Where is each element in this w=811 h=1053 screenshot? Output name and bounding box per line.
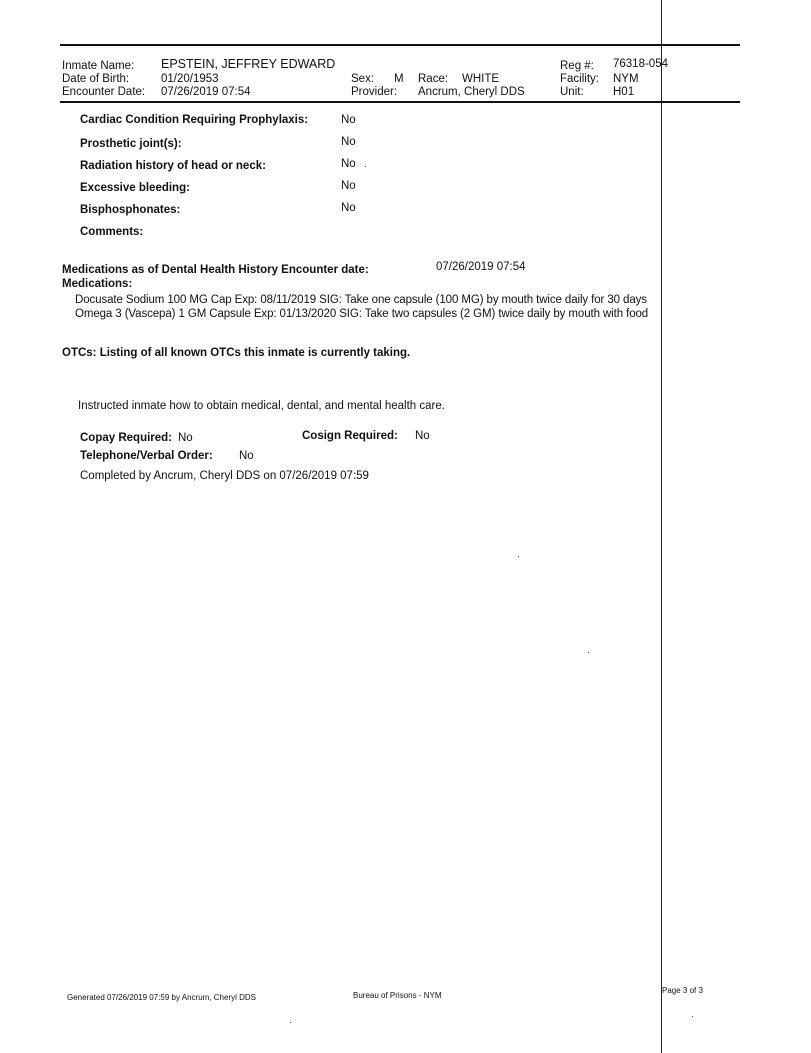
condition-value-bleeding: No [341, 180, 356, 192]
header-top-rule [60, 44, 740, 46]
encounter-date-value: 07/26/2019 07:54 [161, 86, 251, 98]
condition-value-cardiac: No [341, 114, 356, 126]
cosign-label: Cosign Required: [302, 430, 398, 442]
medications-heading-date: 07/26/2019 07:54 [436, 261, 526, 273]
condition-value-radiation: No [341, 158, 356, 170]
telephone-order-label: Telephone/Verbal Order: [80, 450, 213, 462]
condition-label-comments: Comments: [80, 226, 144, 238]
scan-line [661, 0, 662, 1053]
scan-speck [365, 166, 366, 167]
condition-label-bleeding: Excessive bleeding: [80, 182, 190, 194]
footer-page-number: Page 3 of 3 [662, 986, 703, 995]
instructions-text: Instructed inmate how to obtain medical, dental, and mental health care. [78, 400, 445, 412]
sex-value: M [394, 73, 404, 85]
inmate-name: EPSTEIN, JEFFREY EDWARD [161, 57, 336, 71]
condition-label-prosthetic: Prosthetic joint(s): [80, 138, 182, 150]
medication-item: Docusate Sodium 100 MG Cap Exp: 08/11/2019 SIG: Take one capsule (100 MG) by mouth twice daily for 30 days [75, 294, 647, 306]
inmate-name-label: Inmate Name: [62, 60, 135, 72]
medications-subheading: Medications: [62, 278, 133, 290]
copay-value: No [178, 432, 193, 444]
medications-heading: Medications as of Dental Health History Encounter date: [62, 264, 369, 276]
sex-label: Sex: [351, 73, 375, 85]
condition-label-radiation: Radiation history of head or neck: [80, 160, 266, 172]
encounter-date-label: Encounter Date: [62, 86, 146, 98]
reg-label: Reg #: [560, 60, 594, 72]
unit-value: H01 [613, 86, 635, 98]
provider-label: Provider: [351, 86, 398, 98]
dob-value: 01/20/1953 [161, 73, 219, 85]
race-label: Race: [418, 73, 449, 85]
scan-speck [290, 1022, 291, 1023]
scan-speck [692, 1016, 693, 1017]
condition-label-cardiac: Cardiac Condition Requiring Prophylaxis: [80, 114, 309, 126]
dob-label: Date of Birth: [62, 73, 130, 85]
header-bottom-rule [60, 101, 740, 103]
unit-label: Unit: [560, 86, 584, 98]
scan-speck [518, 556, 519, 557]
reg-value: 76318-054 [613, 58, 668, 70]
condition-value-bisphosphonates: No [341, 202, 356, 214]
race-value: WHITE [462, 73, 500, 85]
completed-by: Completed by Ancrum, Cheryl DDS on 07/26/2019 07:59 [80, 470, 369, 482]
facility-value: NYM [613, 73, 639, 85]
provider-value: Ancrum, Cheryl DDS [418, 86, 525, 98]
facility-label: Facility: [560, 73, 599, 85]
condition-label-bisphosphonates: Bisphosphonates: [80, 204, 181, 216]
cosign-value: No [415, 430, 430, 442]
scan-speck [588, 652, 589, 653]
condition-value-prosthetic: No [341, 136, 356, 148]
copay-label: Copay Required: [80, 432, 173, 444]
otcs-heading: OTCs: Listing of all known OTCs this inmate is currently taking. [62, 347, 411, 359]
telephone-order-value: No [239, 450, 254, 462]
medication-item: Omega 3 (Vascepa) 1 GM Capsule Exp: 01/13/2020 SIG: Take two capsules (2 GM) twice daily by mouth with food [75, 308, 649, 320]
footer-generated: Generated 07/26/2019 07:59 by Ancrum, Cheryl DDS [67, 993, 256, 1002]
footer-bureau: Bureau of Prisons - NYM [353, 991, 442, 1000]
